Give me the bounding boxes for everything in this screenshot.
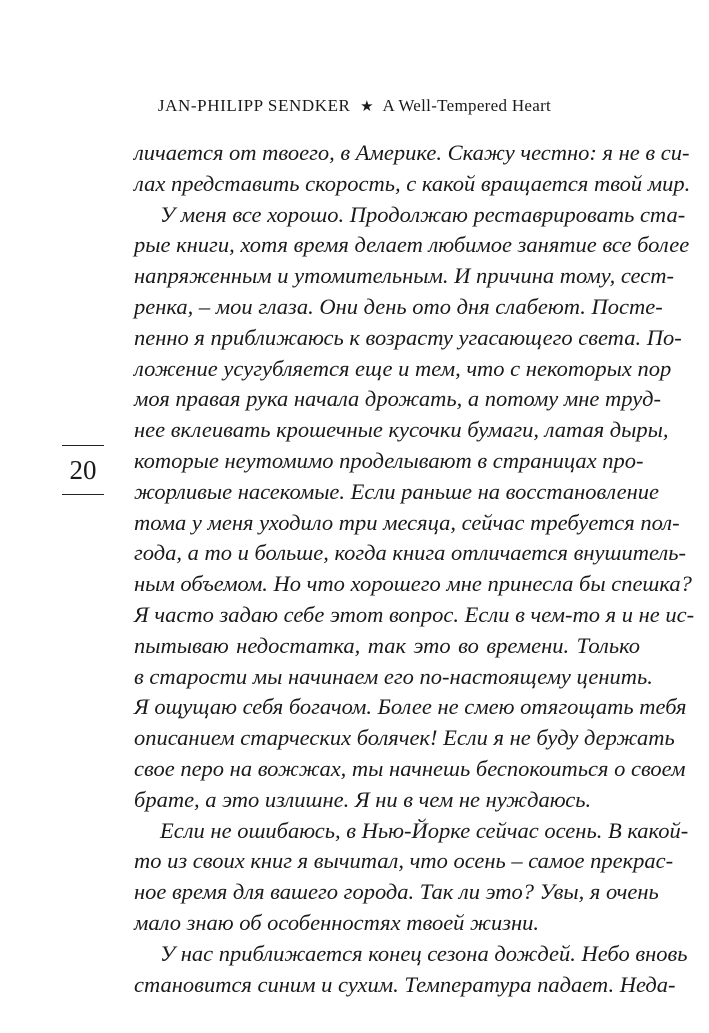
text-line: лах представить скорость, с какой вращается твой мир. xyxy=(134,170,691,196)
text-line: жорливые насекомые. Если раньше на восстановление xyxy=(134,478,660,504)
running-head-title: A Well-Tempered Heart xyxy=(382,96,552,115)
page-number-box xyxy=(62,445,104,495)
text-line: Я ощущаю себя богачом. Более не смею отягощать тебя xyxy=(134,694,687,720)
text-line: свое перо на вожжах, ты начнешь беспокоиться о своем xyxy=(134,755,686,781)
text-line: ренка, – мои глаза. Они день ото дня слабеют. Посте- xyxy=(134,293,663,319)
text-line: У нас приближается конец сезона дождей. Небо вновь xyxy=(160,940,688,966)
text-line: нее вклеивать крошечные кусочки бумаги, латая дыры, xyxy=(134,417,669,443)
text-line: года, а то и больше, когда книга отличается внушитель- xyxy=(134,540,686,566)
text-line: пенно я приближаюсь к возрасту угасающего света. По- xyxy=(134,324,682,350)
star-icon: ★ xyxy=(360,99,374,115)
text-line: мало знаю об особенностях твоей жизни. xyxy=(134,909,540,935)
text-line: которые неутомимо проделывают в страницах про- xyxy=(134,447,644,473)
text-line: тома у меня уходило три месяца, сейчас требуется пол- xyxy=(134,509,680,535)
running-head-author: JAN-PHILIPP SENDKER xyxy=(157,96,351,115)
text-line: становится синим и сухим. Температура падает. Неда- xyxy=(134,971,676,997)
page-number: 20 xyxy=(69,455,97,485)
text-line: брате, а это излишне. Я ни в чем не нуждаюсь. xyxy=(134,786,592,812)
running-head xyxy=(0,96,709,116)
text-line: напряженным и утомительным. И причина тому, сест- xyxy=(134,263,674,289)
text-line: ложение усугубляется еще и тем, что с некоторых пор xyxy=(134,355,672,381)
text-line: У меня все хорошо. Продолжаю реставрировать ста- xyxy=(160,201,686,227)
body-text xyxy=(134,138,695,1000)
text-line: личается от твоего, в Америке. Скажу честно: я не в си- xyxy=(134,140,690,165)
text-line: Я часто задаю себе этот вопрос. Если в чем-то я и не ис- xyxy=(134,601,695,627)
text-line: Если не ошибаюсь, в Нью-Йорке сейчас осень. В какой- xyxy=(160,817,689,843)
text-line: рые книги, хотя время делает любимое занятие все более xyxy=(134,232,690,258)
text-line: моя правая рука начала дрожать, а потому мне труд- xyxy=(134,386,661,412)
text-line: в старости мы начинаем его по-настоящему ценить. xyxy=(134,663,653,689)
text-line: то из своих книг я вычитал, что осень – самое прекрас- xyxy=(134,848,674,874)
text-line: ным объемом. Но что хорошего мне принесла бы спешка? xyxy=(134,571,692,597)
text-line: описанием старческих болячек! Если я не буду держать xyxy=(134,725,675,751)
text-line: ное время для вашего города. Так ли это? Увы, я очень xyxy=(134,879,659,905)
text-line: пытываю недостатка, так это во времени. Только xyxy=(134,632,640,658)
